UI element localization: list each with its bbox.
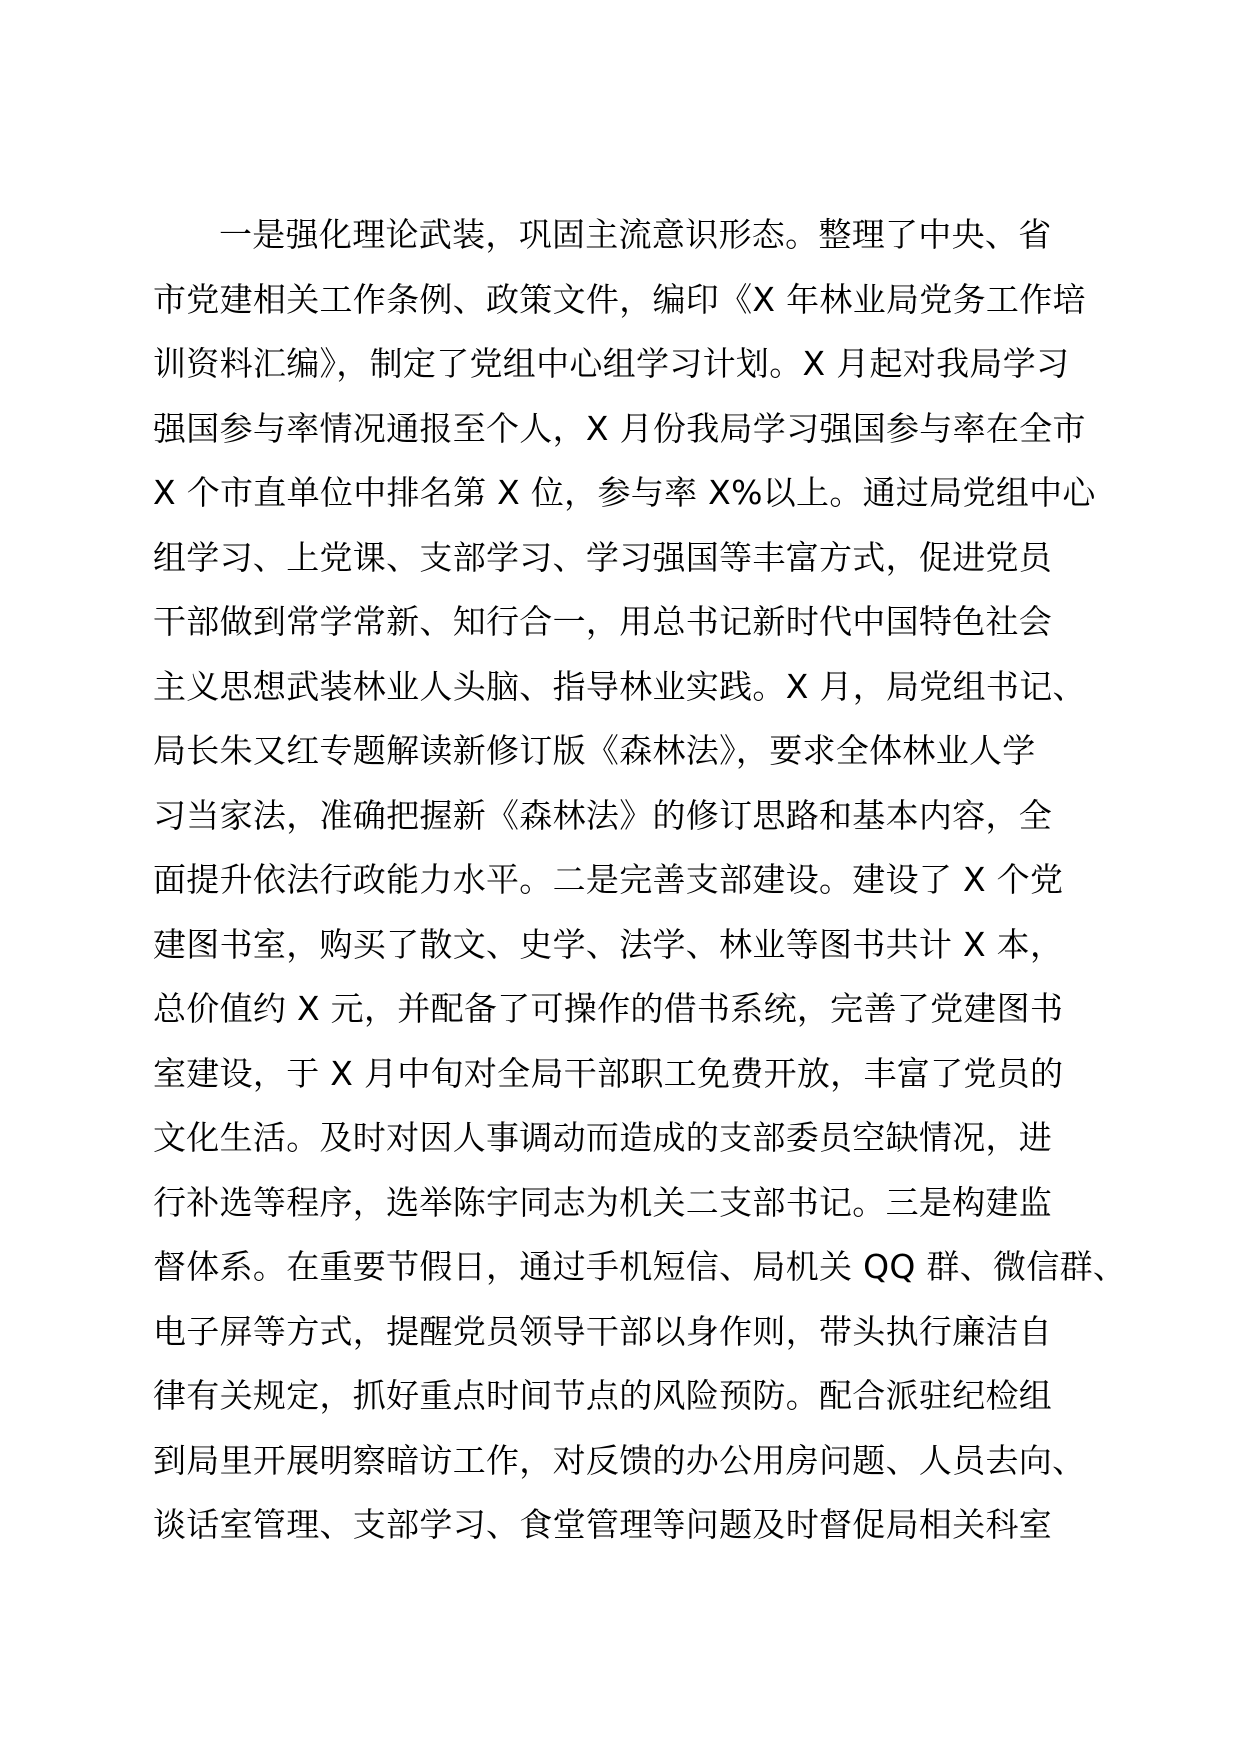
paragraph-line: 干部做到常学常新、知行合一，用总书记新时代中国特色社会 (153, 602, 1053, 641)
paragraph-line: 律有关规定，抓好重点时间节点的风险预防。配合派驻纪检组 (153, 1376, 1053, 1415)
paragraph-line: 到局里开展明察暗访工作，对反馈的办公用房问题、人员去向、 (153, 1440, 1086, 1480)
paragraph-line: 文化生活。及时对因人事调动而造成的支部委员空缺情况，进 (153, 1118, 1053, 1157)
paragraph-line: 一是强化理论武装，巩固主流意识形态。整理了中央、省 (219, 215, 1052, 254)
paragraph-line: 训资料汇编》，制定了党组中心组学习计划。X 月起对我局学习 (153, 344, 1070, 383)
paragraph-line: 主义思想武装林业人头脑、指导林业实践。X 月，局党组书记、 (153, 666, 1086, 706)
paragraph-line: 谈话室管理、支部学习、食堂管理等问题及时督促局相关科室 (153, 1505, 1053, 1544)
paragraph-line: 总价值约 X 元，并配备了可操作的借书系统，完善了党建图书 (153, 989, 1064, 1028)
paragraph-line: 局长朱又红专题解读新修订版《森林法》，要求全体林业人学 (153, 731, 1036, 770)
body-paragraph (153, 203, 1127, 1558)
paragraph-line: 习当家法，准确把握新《森林法》的修订思路和基本内容，全 (153, 795, 1053, 835)
paragraph-line: 建图书室，购买了散文、史学、法学、林业等图书共计 X 本， (153, 924, 1064, 964)
paragraph-line: 强国参与率情况通报至个人，X 月份我局学习强国参与率在全市 (153, 408, 1086, 448)
paragraph-line: 督体系。在重要节假日，通过手机短信、局机关 QQ 群、微信群、 (153, 1247, 1127, 1286)
paragraph-line: X 个市直单位中排名第 X 位，参与率 X%以上。通过局党组中心 (153, 473, 1096, 512)
paragraph-line: 行补选等程序，选举陈宇同志为机关二支部书记。三是构建监 (153, 1182, 1053, 1222)
paragraph-line: 面提升依法行政能力水平。二是完善支部建设。建设了 X 个党 (153, 860, 1064, 899)
paragraph-line: 组学习、上党课、支部学习、学习强国等丰富方式，促进党员 (153, 537, 1053, 577)
paragraph-line: 市党建相关工作条例、政策文件，编印《X 年林业局党务工作培 (153, 279, 1086, 319)
paragraph-line: 电子屏等方式，提醒党员领导干部以身作则，带头执行廉洁自 (153, 1311, 1053, 1351)
paragraph-line: 室建设，于 X 月中旬对全局干部职工免费开放，丰富了党员的 (153, 1053, 1064, 1093)
